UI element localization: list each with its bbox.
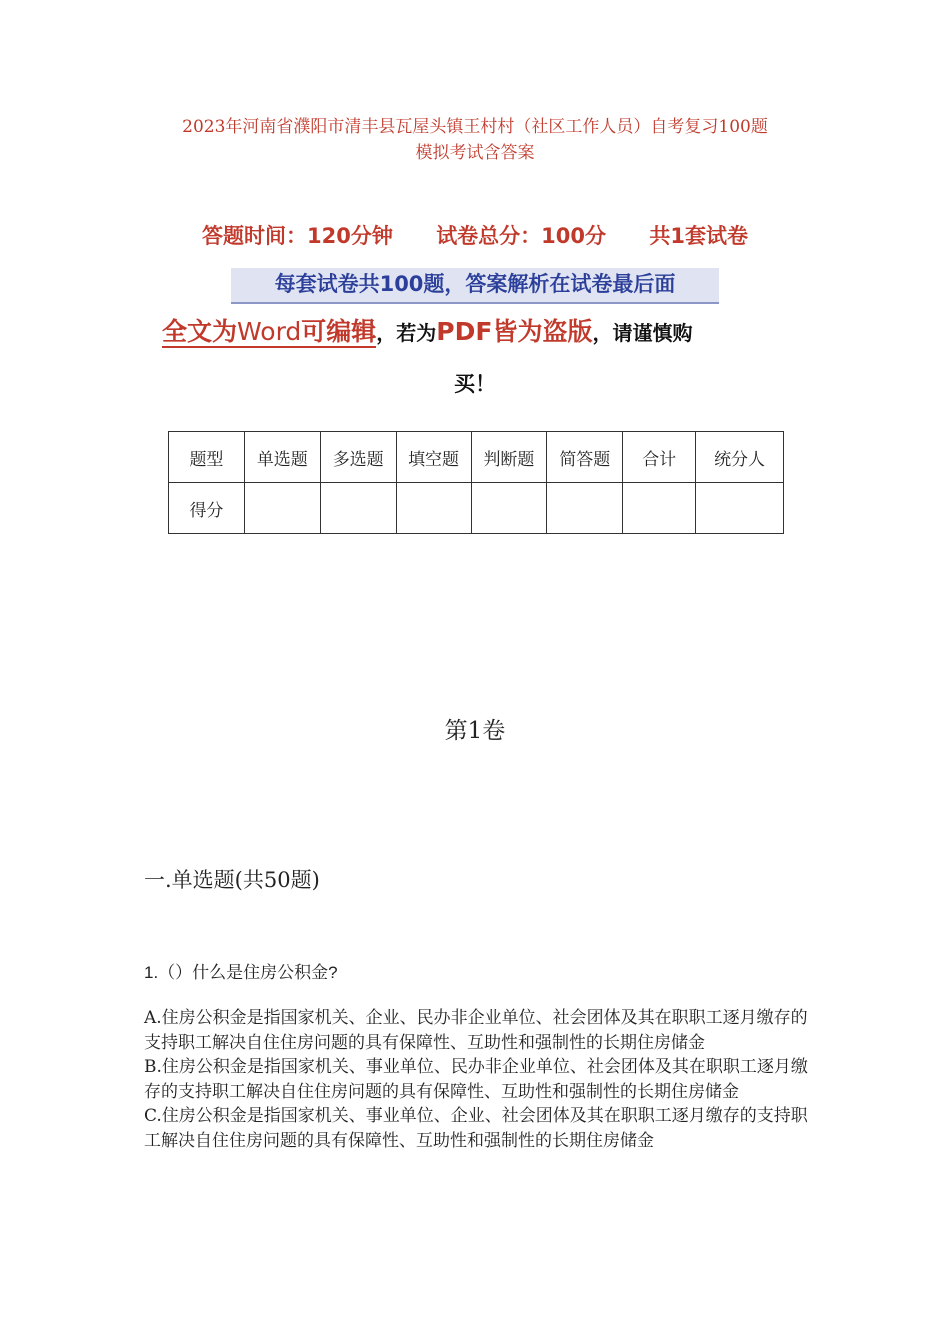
- header-cell: 判断题: [471, 432, 547, 483]
- warning-end: 买！: [454, 372, 496, 396]
- header-cell: 合计: [623, 432, 696, 483]
- header-cell: 题型: [169, 432, 245, 483]
- score-cell[interactable]: [320, 483, 396, 534]
- score-cell[interactable]: [396, 483, 471, 534]
- score-table-score-row: [169, 483, 784, 534]
- warning-word: Word: [237, 317, 302, 346]
- warning-part-6: ，请谨慎购: [592, 321, 693, 345]
- exam-sets: 共1套试卷: [649, 224, 748, 248]
- warning-part-1: 全文为: [162, 317, 238, 346]
- answer-notice: 每套试卷共100题，答案解析在试卷最后面: [231, 268, 719, 304]
- question-options: [144, 1006, 810, 1153]
- option-c: C.住房公积金是指国家机关、事业单位、企业、社会团体及其在职职工逐月缴存的支持职工解决自住住房问题的具有保障性、互助性和强制性的长期住房储金: [144, 1106, 808, 1151]
- row-label: 得分: [169, 483, 245, 534]
- question-text: 1.（）什么是住房公积金?: [144, 963, 338, 982]
- warning-part-3: 可编辑: [301, 317, 377, 346]
- option-b: B.住房公积金是指国家机关、事业单位、民办非企业单位、社会团体及其在职职工逐月缴存的支持职工解决自住住房问题的具有保障性、互助性和强制性的长期住房储金: [144, 1057, 808, 1102]
- score-cell[interactable]: [623, 483, 696, 534]
- header-cell: 简答题: [547, 432, 623, 483]
- volume-title: 第1卷: [444, 718, 506, 744]
- header-cell: 填空题: [396, 432, 471, 483]
- score-table-header-row: [169, 432, 784, 483]
- score-cell[interactable]: [244, 483, 320, 534]
- score-cell[interactable]: [471, 483, 547, 534]
- exam-time: 答题时间：120分钟: [202, 224, 393, 248]
- exam-info: [0, 220, 950, 250]
- score-cell[interactable]: [696, 483, 784, 534]
- header-cell: 统分人: [696, 432, 784, 483]
- section-title: 一.单选题(共50题): [144, 868, 320, 892]
- score-table: [168, 431, 784, 534]
- exam-total-score: 试卷总分：100分: [436, 224, 607, 248]
- document-title: [120, 114, 830, 166]
- header-cell: 单选题: [244, 432, 320, 483]
- warning-pdf: PDF皆为盗版: [436, 317, 593, 346]
- warning-part-4: ，若为: [376, 321, 437, 345]
- title-line-2: 模拟考试含答案: [415, 143, 535, 163]
- score-cell[interactable]: [547, 483, 623, 534]
- copyright-warning: [162, 312, 802, 355]
- title-line-1: 2023年河南省濮阳市清丰县瓦屋头镇王村村（社区工作人员）自考复习100题: [182, 117, 768, 137]
- option-a: A.住房公积金是指国家机关、企业、民办非企业单位、社会团体及其在职职工逐月缴存的支持职工解决自住住房问题的具有保障性、互助性和强制性的长期住房储金: [144, 1008, 808, 1053]
- warning-highlight: [162, 317, 376, 348]
- header-cell: 多选题: [320, 432, 396, 483]
